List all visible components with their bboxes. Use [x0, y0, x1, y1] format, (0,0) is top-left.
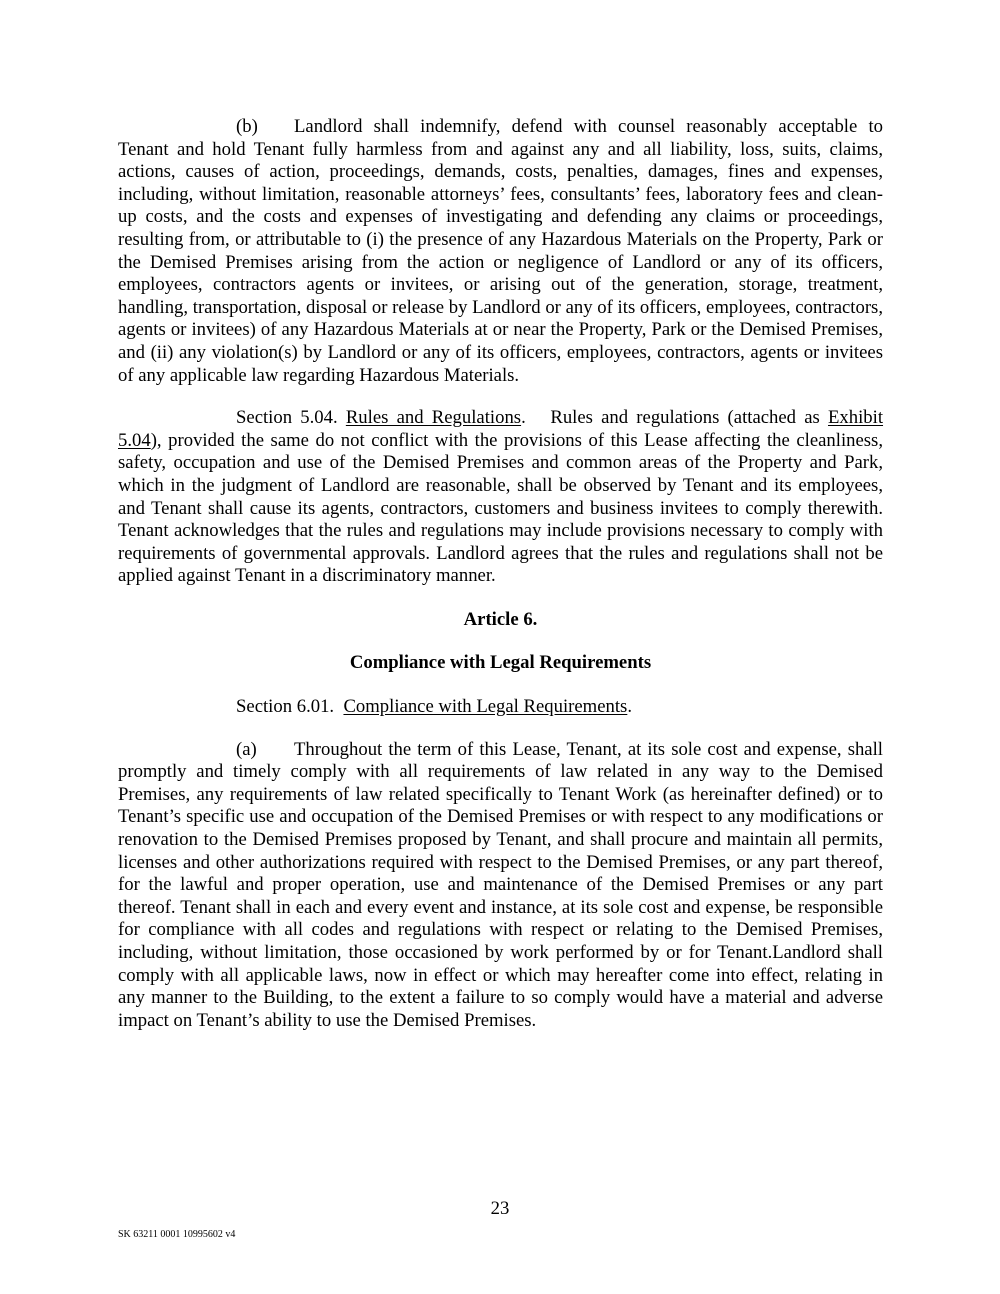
- section-5-04-title: Rules and Regulations: [345, 407, 522, 429]
- section-5-04-text-after: ), provided the same do not conflict with the provisions of this Lease affecting the cleanliness, safety, occupation and use of the Demised Premises and common areas of the Property and Park, which in the judgment of Landlord are reasonable, shall be observed by Tenant and its employees, and Tenant shall cause its agents, contractors, customers and business invitees to comply therewith. Tenant acknowledges that the rules and regulations may include provisions necessary to comply with requirements of governmental approvals. Landlord agrees that the rules and regulations shall not be applied against Tenant in a discriminatory manner.: [118, 429, 883, 587]
- article-title: Compliance with Legal Requirements: [349, 652, 652, 674]
- paragraph-a-label: (a): [236, 738, 257, 760]
- exhibit-5-04-link: Exhibit 5.04: [118, 407, 884, 451]
- page-number: 23: [490, 1198, 510, 1219]
- paragraph-b-label: (b): [236, 116, 258, 137]
- paragraph-b: [118, 116, 883, 387]
- document-id: SK 63211 0001 10995602 v4: [118, 1229, 236, 1240]
- section-5-04: Section 5.04. Rules and Regulations. Rules and regulations (attached as Exhibit 5.04), provided the same do not conflict with the provisions of this Lease affecting the cleanliness, safety, occupation and use of the Demised Premises and common areas of the Property and Park, which in the judgment of Landlord are reasonable, shall be observed by Tenant and its employees, and Tenant shall cause its agents, contractors, customers and business invitees to comply therewith. Tenant acknowledges that the rules and regulations may include provisions necessary to comply with requirements of governmental approvals. Landlord agrees that the rules and regulations shall not be applied against Tenant in a discriminatory manner.: [118, 407, 884, 587]
- section-6-01-title: Compliance with Legal Requirements: [343, 696, 628, 718]
- section-5-04-number: Section 5.04.: [236, 407, 338, 429]
- document-page: [118, 116, 883, 1032]
- article-number: Article 6.: [463, 608, 538, 630]
- paragraph-b-text: Landlord shall indemnify, defend with counsel reasonably acceptable to Tenant and hold Tenant fully harmless from and against any and all liability, loss, suits, claims, actions, causes of action, proceedings, demands, costs, penalties, damages, fines and expenses, including, without limitation, reasonable attorneys’ fees, consultants’ fees, laboratory fees and clean-up costs, and the costs and expenses of investigating and defending any claims or proceedings, resulting from, or attributable to (i) the presence of any Hazardous Materials on the Property, Park or the Demised Premises arising from the action or negligence of Landlord or any of its officers, employees, contractors agents or invitees, or arising out of the generation, storage, treatment, handling, transportation, disposal or release by Landlord or any of its officers, employees, contractors, agents or invitees) of any Hazardous Materials at or near the Property, Park or the Demised Premises, and (ii) any violation(s) by Landlord or any of its officers, employees, contractors, agents or invitees of any applicable law regarding Hazardous Materials.: [118, 116, 883, 386]
- paragraph-a-text: Throughout the term of this Lease, Tenant, at its sole cost and expense, shall promptly and timely comply with all requirements of law related in any way to the Demised Premises, any requirements of law related specifically to Tenant Work (as hereinafter defined) or to Tenant’s specific use and occupation of the Demised Premises or with respect to any modifications or renovation to the Demised Premises proposed by Tenant, and shall procure and maintain all permits, licenses and other authorizations required with respect to the Demised Premises, or any part thereof, for the lawful and proper operation, use and maintenance of the Demised Premises or any part thereof. Tenant shall in each and every event and instance, at its sole cost and expense, be responsible for compliance with all codes and regulations with respect or relating to the Demised Premises, including, without limitation, those occasioned by work performed by or for Tenant.Landlord shall comply with all applicable laws, now in effect or which may hereafter come into effect, relating in any manner to the Building, to the extent a failure to so comply would have a material and adverse impact on Tenant’s ability to use the Demised Premises.: [118, 738, 883, 1031]
- section-6-01-number: Section 6.01.: [236, 696, 335, 718]
- section-5-04-text-before: Rules and regulations (attached as: [550, 407, 820, 429]
- paragraph-a: [118, 739, 883, 1033]
- section-6-01: Section 6.01. Compliance with Legal Requirements.: [236, 696, 632, 718]
